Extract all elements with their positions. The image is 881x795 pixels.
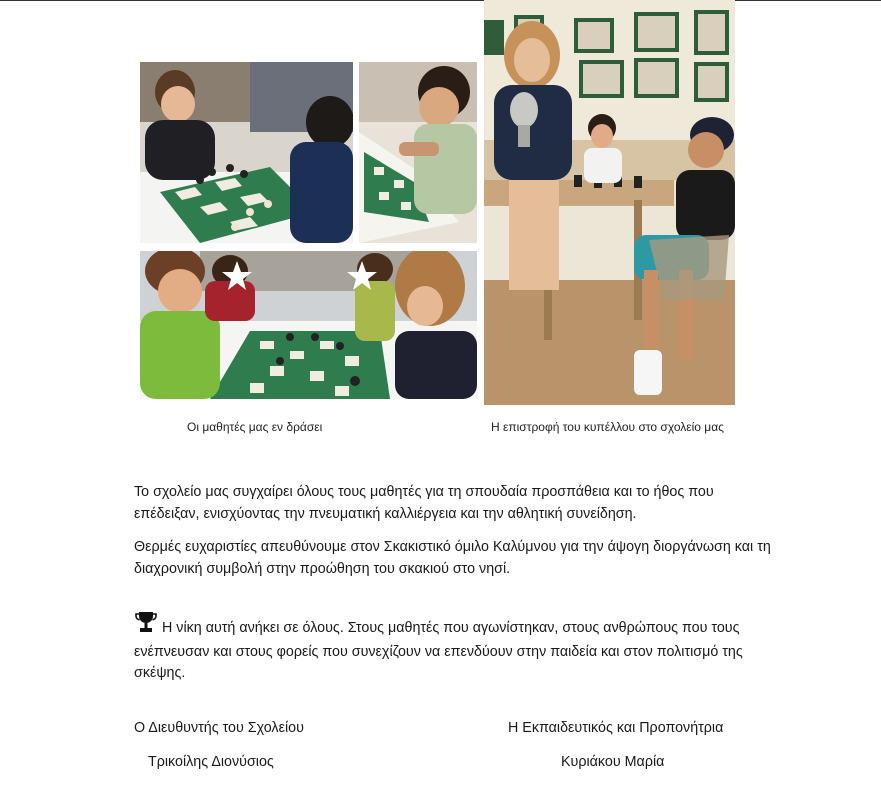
caption-trophy-return: Η επιστροφή του κυπέλλου στο σχολείο μας <box>491 420 724 434</box>
thanks-paragraph: Θερμές ευχαριστίες απευθύνουμε στον Σκακιστικό όμιλο Καλύμνου για την άψογη διοργάνωση και τη διαχρονική συμβολή στην προώθηση του σκακιού στο νησί. <box>134 539 771 577</box>
victory-paragraph <box>134 610 774 685</box>
trophy-return-photo <box>484 0 735 405</box>
principal-name: Τρικοίλης Διονύσιος <box>148 754 274 770</box>
coach-title: Η Εκπαιδευτικός και Προπονήτρια <box>508 720 724 736</box>
coach-name: Κυριάκου Μαρία <box>561 754 665 770</box>
congratulations-paragraph: Το σχολείο μας συγχαίρει όλους τους μαθητές για τη σπουδαία προσπάθεια και το ήθος που επέδειξαν, ενισχύοντας την πνευματική καλλιέργεια και την αθλητική συνείδηση. <box>134 484 714 522</box>
principal-title: Ο Διευθυντής του Σχολείου <box>134 720 304 736</box>
chess-players-team-photo <box>140 251 477 399</box>
page-top-border <box>0 0 881 1</box>
victory-text: Η νίκη αυτή ανήκει σε όλους. Στους μαθητές που αγωνίστηκαν, στους ανθρώπους που τους ενέπνευσαν και στους φορείς που συνεχίζουν να επενδύουν στην παιδεία και στον πολιτισμό της σκέψης. <box>134 620 743 681</box>
chess-players-photo <box>140 62 353 243</box>
caption-students-in-action: Οι μαθητές μας εν δράσει <box>187 420 323 434</box>
chess-player-boy-photo <box>359 62 477 243</box>
trophy-icon <box>134 610 158 642</box>
